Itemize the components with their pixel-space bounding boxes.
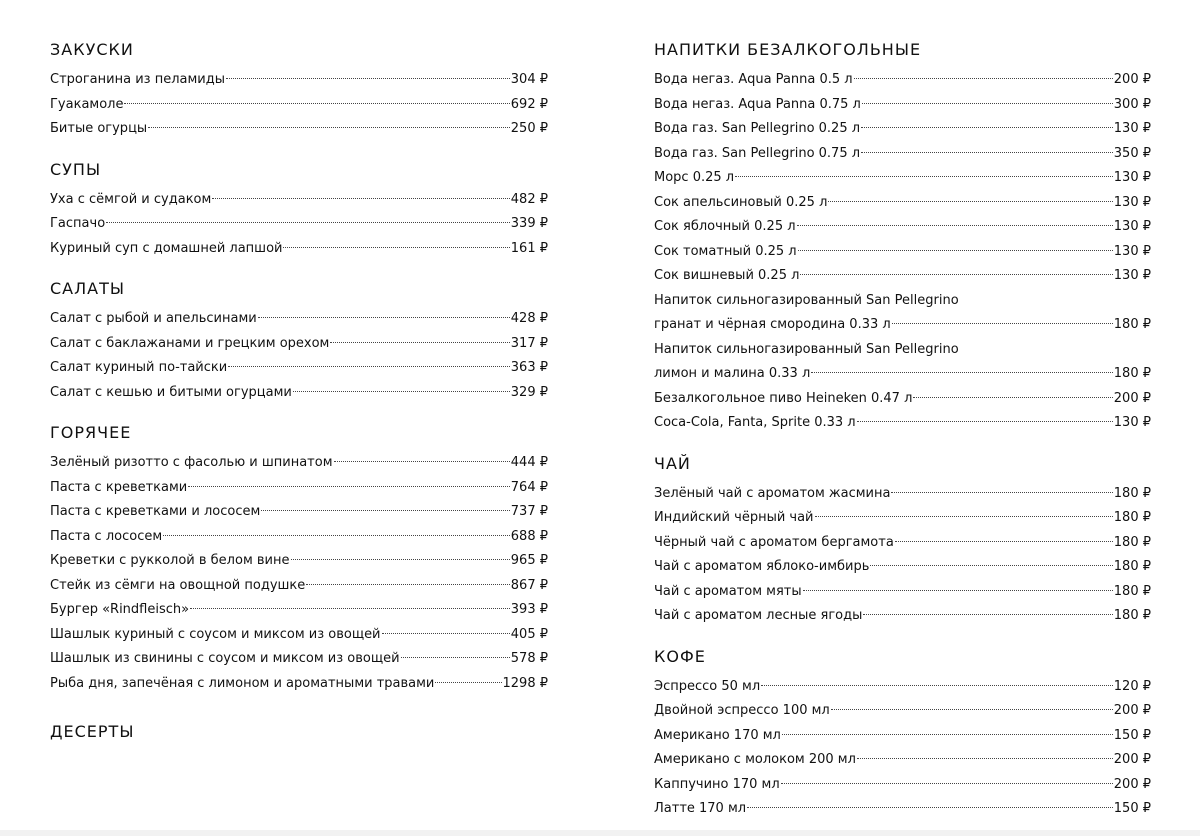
item-price: 180 ₽: [1113, 534, 1151, 550]
menu-item: [654, 68, 1151, 93]
item-price: 180 ₽: [1113, 485, 1151, 501]
dot-leader: [163, 535, 510, 536]
dot-leader: [735, 176, 1113, 177]
item-name: Coca-Cola, Fanta, Sprite 0.33 л: [654, 415, 856, 430]
item-price: 300 ₽: [1113, 96, 1151, 112]
menu-item: [654, 748, 1151, 773]
dot-leader: [861, 152, 1113, 153]
item-name: Вода газ. San Pellegrino 0.25 л: [654, 121, 861, 136]
dot-leader: [892, 323, 1113, 324]
section-kofe: [654, 645, 1151, 822]
item-name: Безалкогольное пиво Heineken 0.47 л: [654, 390, 913, 406]
dot-leader: [124, 103, 509, 104]
section-goryachee: [50, 421, 548, 696]
dot-leader: [435, 682, 501, 683]
item-name: Шашлык куриный с соусом и миксом из овощей: [50, 626, 381, 642]
item-name: Американо 170 мл: [654, 727, 781, 743]
dot-leader: [306, 584, 510, 585]
menu-item: [654, 362, 1151, 387]
item-price: 363 ₽: [510, 360, 548, 375]
item-name: Салат куриный по-тайски: [50, 360, 228, 375]
dot-leader: [857, 758, 1113, 759]
menu-item: [654, 797, 1151, 822]
item-price: 180 ₽: [1113, 510, 1151, 525]
item-price: 180 ₽: [1113, 608, 1151, 623]
section-supy: [50, 158, 548, 262]
item-price: 965 ₽: [510, 553, 548, 568]
menu-item: [654, 387, 1151, 412]
dot-leader: [334, 461, 510, 462]
item-name: Уха с сёмгой и судаком: [50, 191, 212, 207]
item-price: 130 ₽: [1113, 268, 1151, 283]
item-name: Куриный суп с домашней лапшой: [50, 240, 283, 256]
item-name: Морс 0.25 л: [654, 170, 735, 185]
item-name: Стейк из сёмги на овощной подушке: [50, 577, 306, 593]
item-name: Сок апельсиновый 0.25 л: [654, 194, 828, 210]
menu-item: [654, 142, 1151, 167]
item-name: Креветки с рукколой в белом вине: [50, 553, 290, 568]
item-name: Двойной эспрессо 100 мл: [654, 703, 830, 718]
menu-left-column: [50, 38, 548, 750]
menu-item: [654, 675, 1151, 700]
menu-item: [654, 191, 1151, 216]
item-price: 150 ₽: [1113, 801, 1151, 816]
menu-item: [654, 93, 1151, 118]
dot-leader: [190, 608, 510, 609]
item-price: 180 ₽: [1113, 366, 1151, 381]
dot-leader: [895, 541, 1113, 542]
item-price: 867 ₽: [510, 577, 548, 593]
item-price: 1298 ₽: [502, 675, 548, 691]
item-name: Чай с ароматом яблоко-имбирь: [654, 559, 870, 574]
dot-leader: [293, 391, 510, 392]
menu-item: [654, 482, 1151, 507]
item-price: 350 ₽: [1113, 145, 1151, 161]
menu-item: [654, 166, 1151, 191]
item-name: гранат и чёрная смородина 0.33 л: [654, 317, 891, 332]
dot-leader: [781, 783, 1113, 784]
item-name: Индийский чёрный чай: [654, 510, 814, 525]
dot-leader: [862, 103, 1113, 104]
menu-item: [654, 117, 1151, 142]
item-price: 120 ₽: [1113, 678, 1151, 694]
section-zakuski: [50, 38, 548, 142]
item-price: 130 ₽: [1113, 194, 1151, 210]
item-price: 578 ₽: [510, 651, 548, 666]
menu-item: [654, 699, 1151, 724]
menu-item: [50, 549, 548, 574]
dot-leader: [870, 565, 1112, 566]
item-name: Битые огурцы: [50, 121, 148, 136]
item-price: 200 ₽: [1113, 703, 1151, 718]
page-bottom-edge: [0, 830, 1200, 836]
dot-leader: [828, 201, 1112, 202]
section-title: НАПИТКИ БЕЗАЛКОГОЛЬНЫЕ: [654, 40, 922, 59]
section-title: ЧАЙ: [654, 453, 691, 473]
dot-leader: [330, 342, 509, 343]
section-napitki: [654, 38, 1151, 436]
menu-item: [654, 724, 1151, 749]
item-price: 317 ₽: [510, 335, 548, 351]
section-deserty: [50, 720, 548, 744]
item-name: Сок яблочный 0.25 л: [654, 219, 796, 234]
item-price: 692 ₽: [510, 96, 548, 112]
item-name: Зелёный чай с ароматом жасмина: [654, 485, 891, 501]
item-price: 304 ₽: [510, 72, 548, 87]
dot-leader: [761, 685, 1113, 686]
item-name: Чай с ароматом мяты: [654, 583, 802, 599]
item-name: Салат с кешью и битыми огурцами: [50, 384, 292, 400]
section-title: СУПЫ: [50, 159, 102, 179]
item-price: 428 ₽: [510, 311, 548, 326]
item-name: Паста с креветками: [50, 479, 188, 495]
section-title: САЛАТЫ: [50, 279, 125, 298]
item-name: Чай с ароматом лесные ягоды: [654, 608, 863, 623]
dot-leader: [258, 317, 510, 318]
dot-leader: [148, 127, 510, 128]
dot-leader: [226, 78, 510, 79]
item-price: 200 ₽: [1113, 752, 1151, 767]
item-price: 200 ₽: [1113, 72, 1151, 87]
item-name: Эспрессо 50 мл: [654, 678, 761, 694]
item-price: 180 ₽: [1113, 317, 1151, 332]
dot-leader: [212, 198, 509, 199]
item-name: Вода негаз. Aqua Panna 0.75 л: [654, 96, 861, 112]
dot-leader: [188, 486, 510, 487]
dot-leader: [261, 510, 510, 511]
menu-item: [654, 773, 1151, 798]
dot-leader: [800, 274, 1112, 275]
menu-item-heading-line: [654, 289, 1151, 314]
menu-item: [50, 476, 548, 501]
dot-leader: [811, 372, 1113, 373]
item-name: Паста с лососем: [50, 528, 163, 544]
item-name: лимон и малина 0.33 л: [654, 366, 811, 381]
item-name: Шашлык из свинины с соусом и миксом из овощей: [50, 651, 400, 666]
item-price: 329 ₽: [510, 384, 548, 400]
item-price: 688 ₽: [510, 528, 548, 544]
item-name-line1: Напиток сильногазированный San Pellegrino: [654, 341, 959, 357]
item-price: 339 ₽: [510, 216, 548, 231]
dot-leader: [857, 421, 1113, 422]
menu-item: [50, 381, 548, 406]
dot-leader: [782, 734, 1113, 735]
item-name: Рыба дня, запечёная с лимоном и ароматными травами: [50, 675, 435, 691]
dot-leader: [797, 225, 1113, 226]
item-price: 130 ₽: [1113, 170, 1151, 185]
menu-item: [50, 356, 548, 381]
item-price: 405 ₽: [510, 626, 548, 642]
item-name: Бургер «Rindfleisch»: [50, 602, 190, 617]
dot-leader: [747, 807, 1113, 808]
dot-leader: [401, 657, 510, 658]
dot-leader: [798, 250, 1113, 251]
item-price: 393 ₽: [510, 602, 548, 617]
menu-item: [50, 93, 548, 118]
item-price: 764 ₽: [510, 479, 548, 495]
dot-leader: [803, 590, 1113, 591]
item-name: Сок томатный 0.25 л: [654, 243, 797, 259]
menu-item: [50, 574, 548, 599]
item-price: 130 ₽: [1113, 121, 1151, 136]
item-price: 482 ₽: [510, 191, 548, 207]
menu-item: [50, 188, 548, 213]
item-name: Гаспачо: [50, 216, 106, 231]
item-price: 180 ₽: [1113, 583, 1151, 599]
menu-item: [654, 531, 1151, 556]
menu-item: [50, 623, 548, 648]
item-name: Американо с молоком 200 мл: [654, 752, 856, 767]
menu-item: [50, 237, 548, 262]
item-name: Строганина из пеламиды: [50, 72, 225, 87]
item-name: Паста с креветками и лососем: [50, 504, 261, 519]
item-name: Салат с рыбой и апельсинами: [50, 311, 257, 326]
section-title: КОФЕ: [654, 646, 706, 666]
section-chai: [654, 452, 1151, 629]
menu-item: [50, 647, 548, 672]
item-price: 444 ₽: [510, 455, 548, 470]
section-salaty: [50, 277, 548, 405]
dot-leader: [861, 127, 1113, 128]
section-title: ГОРЯЧЕЕ: [50, 423, 132, 442]
item-name-line1: Напиток сильногазированный San Pellegrino: [654, 292, 959, 308]
dot-leader: [891, 492, 1112, 493]
menu-item: [50, 117, 548, 142]
menu-item: [50, 68, 548, 93]
dot-leader: [283, 247, 509, 248]
menu-item: [50, 672, 548, 697]
item-price: 161 ₽: [510, 240, 548, 256]
section-title: ДЕСЕРТЫ: [50, 722, 135, 741]
item-name: Гуакамоле: [50, 96, 124, 112]
item-price: 130 ₽: [1113, 243, 1151, 259]
item-name: Сок вишневый 0.25 л: [654, 268, 800, 283]
dot-leader: [854, 78, 1113, 79]
menu-item: [654, 313, 1151, 338]
section-title: ЗАКУСКИ: [50, 40, 134, 59]
item-name: Вода газ. San Pellegrino 0.75 л: [654, 145, 861, 161]
item-price: 737 ₽: [510, 504, 548, 519]
menu-item: [654, 215, 1151, 240]
item-price: 250 ₽: [510, 121, 548, 136]
menu-item: [654, 411, 1151, 436]
menu-item: [50, 332, 548, 357]
dot-leader: [382, 633, 510, 634]
dot-leader: [106, 222, 510, 223]
dot-leader: [863, 614, 1112, 615]
item-name: Латте 170 мл: [654, 801, 747, 816]
item-price: 150 ₽: [1113, 727, 1151, 743]
menu-item: [654, 264, 1151, 289]
item-price: 200 ₽: [1113, 390, 1151, 406]
menu-item: [50, 307, 548, 332]
dot-leader: [228, 366, 510, 367]
menu-item: [50, 451, 548, 476]
item-name: Вода негаз. Aqua Panna 0.5 л: [654, 72, 853, 87]
item-price: 130 ₽: [1113, 219, 1151, 234]
item-name: Зелёный ризотто с фасолью и шпинатом: [50, 455, 333, 470]
menu-right-column: [654, 38, 1151, 822]
menu-item: [50, 500, 548, 525]
menu-item-heading-line: [654, 338, 1151, 363]
item-price: 130 ₽: [1113, 415, 1151, 430]
menu-item: [50, 598, 548, 623]
item-price: 180 ₽: [1113, 559, 1151, 574]
menu-item: [50, 212, 548, 237]
dot-leader: [291, 559, 510, 560]
menu-item: [654, 555, 1151, 580]
menu-item: [654, 604, 1151, 629]
menu-item: [654, 240, 1151, 265]
dot-leader: [913, 397, 1112, 398]
dot-leader: [815, 516, 1113, 517]
menu-item: [654, 506, 1151, 531]
item-name: Чёрный чай с ароматом бергамота: [654, 534, 894, 550]
item-price: 200 ₽: [1113, 776, 1151, 792]
item-name: Каппучино 170 мл: [654, 776, 780, 792]
menu-item: [654, 580, 1151, 605]
menu-item: [50, 525, 548, 550]
item-name: Салат с баклажанами и грецким орехом: [50, 335, 330, 351]
dot-leader: [831, 709, 1113, 710]
